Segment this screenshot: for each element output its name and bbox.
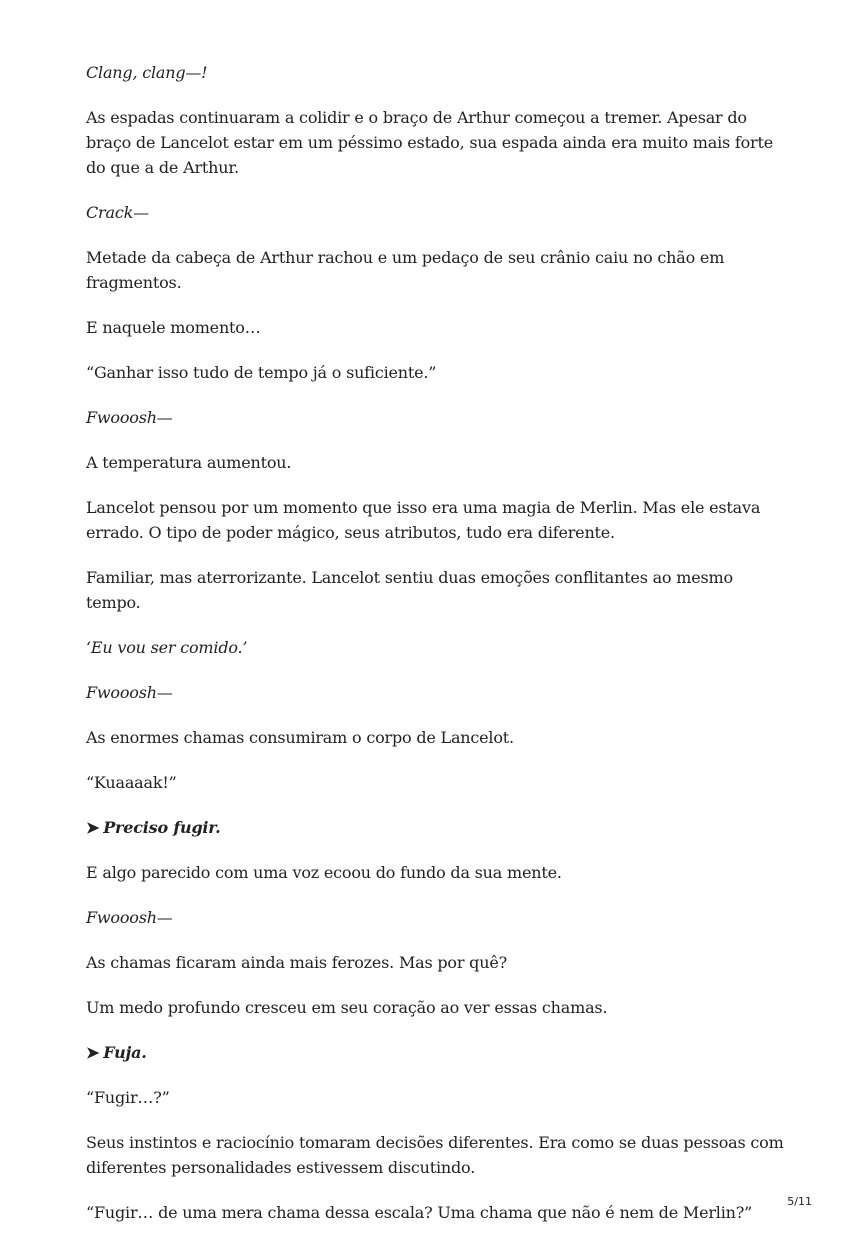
paragraph — [86, 60, 786, 85]
paragraph-text: Seus instintos e raciocínio tomaram decisões diferentes. Era como se duas pessoas com diferentes personalidades estivessem discutindo. — [86, 1133, 784, 1177]
paragraph-text: Crack— — [86, 203, 149, 222]
paragraph-text: Familiar, mas aterrorizante. Lancelot sentiu duas emoções conflitantes ao mesmo tempo. — [86, 568, 733, 612]
paragraph — [86, 565, 786, 615]
paragraph — [86, 405, 786, 430]
paragraph-text: A temperatura aumentou. — [86, 453, 292, 472]
paragraph-text: Fwooosh— — [86, 908, 173, 927]
paragraph-text: “Ganhar isso tudo de tempo já o suficiente.” — [86, 363, 437, 382]
paragraph — [86, 950, 786, 975]
paragraph — [86, 315, 786, 340]
paragraph — [86, 105, 786, 180]
paragraph-text: Preciso fugir. — [103, 818, 221, 837]
paragraph — [86, 360, 786, 385]
paragraph — [86, 495, 786, 545]
paragraph-text: Clang, clang—! — [86, 63, 208, 82]
paragraph — [86, 1200, 786, 1225]
paragraph — [86, 770, 786, 795]
system-message — [86, 1040, 786, 1065]
paragraph — [86, 860, 786, 885]
paragraph-text: Um medo profundo cresceu em seu coração ao ver essas chamas. — [86, 998, 608, 1017]
paragraph — [86, 680, 786, 705]
paragraph-text: Fuja. — [103, 1043, 147, 1062]
paragraph-text: As chamas ficaram ainda mais ferozes. Mas por quê? — [86, 953, 507, 972]
arrow-icon: ➤ — [86, 818, 100, 837]
paragraph-text: Metade da cabeça de Arthur rachou e um pedaço de seu crânio caiu no chão em fragmentos. — [86, 248, 725, 292]
system-message — [86, 815, 786, 840]
paragraph — [86, 245, 786, 295]
paragraph — [86, 905, 786, 930]
paragraph-text: “Fugir…?” — [86, 1088, 170, 1107]
paragraph-text: As enormes chamas consumiram o corpo de Lancelot. — [86, 728, 514, 747]
arrow-icon: ➤ — [86, 1043, 100, 1062]
paragraph-text: Lancelot pensou por um momento que isso era uma magia de Merlin. Mas ele estava errado. O tipo de poder mágico, seus atributos, tudo era diferente. — [86, 498, 761, 542]
paragraph — [86, 1130, 786, 1180]
paragraph-text: E naquele momento… — [86, 318, 261, 337]
paragraph — [86, 725, 786, 750]
paragraph-text: As espadas continuaram a colidir e o braço de Arthur começou a tremer. Apesar do braço de Lancelot estar em um péssimo estado, sua espada ainda era muito mais forte do que a de Arthur. — [86, 108, 773, 177]
paragraph-text: “Kuaaaak!” — [86, 773, 177, 792]
page-number: 5/11 — [787, 1195, 812, 1208]
paragraph — [86, 1085, 786, 1110]
paragraph-text: Fwooosh— — [86, 683, 173, 702]
paragraph — [86, 200, 786, 225]
document-body — [86, 60, 786, 1245]
paragraph-text: ‘Eu vou ser comido.’ — [86, 638, 248, 657]
paragraph — [86, 635, 786, 660]
paragraph-text: “Fugir… de uma mera chama dessa escala? Uma chama que não é nem de Merlin?” — [86, 1203, 753, 1222]
paragraph-text: E algo parecido com uma voz ecoou do fundo da sua mente. — [86, 863, 562, 882]
paragraph — [86, 995, 786, 1020]
paragraph-text: Fwooosh— — [86, 408, 173, 427]
paragraph — [86, 450, 786, 475]
